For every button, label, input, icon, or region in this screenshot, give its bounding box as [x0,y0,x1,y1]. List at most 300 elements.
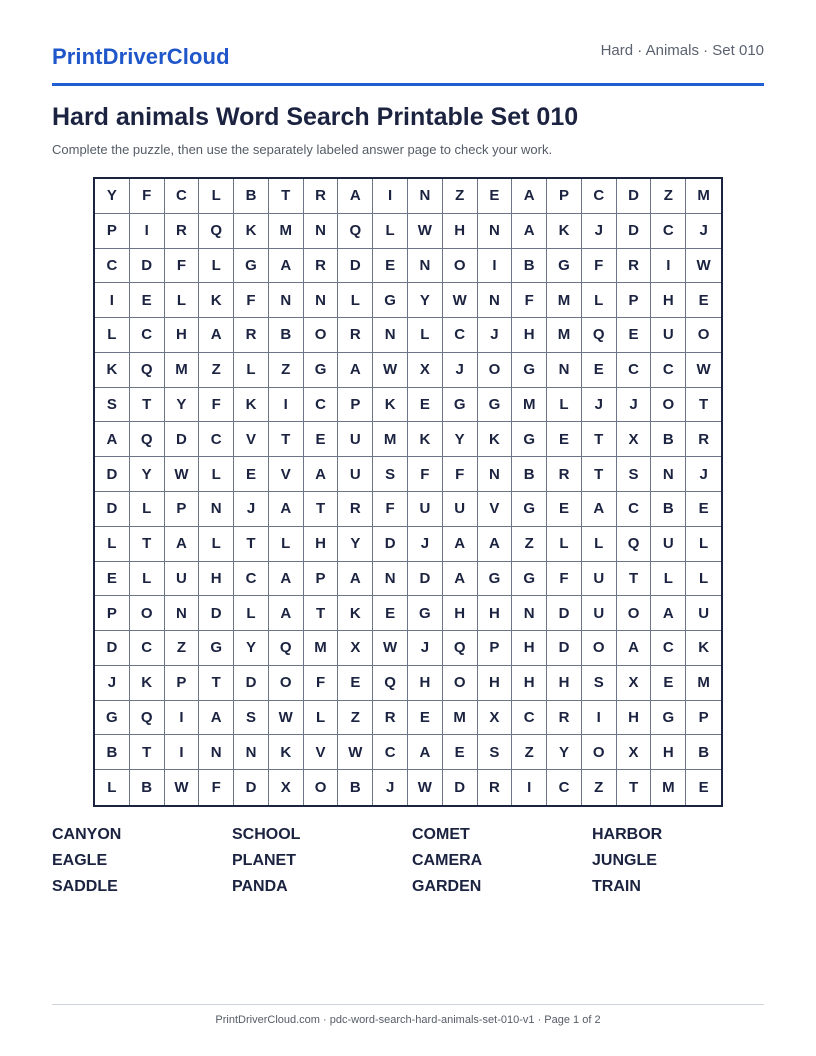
grid-cell: I [512,770,547,805]
word-list-item: SADDLE [52,878,118,895]
grid-cell: A [269,596,304,631]
grid-cell: U [443,492,478,527]
grid-cell: S [478,735,513,770]
grid-cell: E [304,422,339,457]
grid-cell: P [304,562,339,597]
grid-cell: T [269,422,304,457]
grid-cell: L [234,596,269,631]
grid-cell: N [269,283,304,318]
grid-cell: G [512,353,547,388]
grid-cell: J [443,353,478,388]
grid-cell: Z [269,353,304,388]
grid-cell: A [617,631,652,666]
grid-cell: Q [338,214,373,249]
grid-cell: I [651,249,686,284]
grid-cell: I [478,249,513,284]
grid-cell: D [373,527,408,562]
grid-cell: T [617,770,652,805]
word-list-item: EAGLE [52,852,108,869]
grid-cell: F [582,249,617,284]
grid-cell: C [651,353,686,388]
grid-cell: E [130,283,165,318]
grid-cell: C [512,701,547,736]
grid-cell: C [199,422,234,457]
grid-cell: E [478,179,513,214]
grid-cell: G [443,388,478,423]
grid-cell: E [686,492,721,527]
grid-cell: T [582,457,617,492]
grid-cell: F [234,283,269,318]
grid-cell: Q [617,527,652,562]
grid-cell: K [686,631,721,666]
grid-cell: M [547,283,582,318]
grid-cell: B [338,770,373,805]
grid-cell: J [582,214,617,249]
grid-cell: N [373,318,408,353]
grid-cell: V [304,735,339,770]
grid-cell: I [582,701,617,736]
grid-cell: S [234,701,269,736]
grid-cell: Q [269,631,304,666]
grid-cell: U [338,457,373,492]
grid-cell: K [234,388,269,423]
grid-cell: A [95,422,130,457]
grid-cell: N [304,283,339,318]
grid-cell: A [269,562,304,597]
grid-cell: Y [338,527,373,562]
grid-cell: O [443,666,478,701]
word-list-item: TRAIN [592,878,641,895]
grid-cell: H [408,666,443,701]
grid-cell: Z [651,179,686,214]
grid-cell: C [443,318,478,353]
grid-cell: H [651,283,686,318]
word-list-item: PLANET [232,852,296,869]
grid-cell: P [95,596,130,631]
grid-cell: B [651,422,686,457]
grid-cell: G [408,596,443,631]
grid-cell: W [408,770,443,805]
word-list-item: CANYON [52,826,122,843]
grid-cell: O [269,666,304,701]
grid-cell: A [338,353,373,388]
grid-cell: L [686,562,721,597]
grid-cell: X [617,422,652,457]
grid-cell: U [582,596,617,631]
grid-cell: F [408,457,443,492]
grid-cell: J [686,457,721,492]
grid-cell: H [617,701,652,736]
grid-cell: A [651,596,686,631]
grid-cell: N [651,457,686,492]
grid-cell: S [617,457,652,492]
grid-cell: E [443,735,478,770]
grid-cell: F [547,562,582,597]
grid-cell: D [338,249,373,284]
grid-cell: N [547,353,582,388]
grid-cell: M [373,422,408,457]
grid-cell: O [582,735,617,770]
grid-cell: K [269,735,304,770]
grid-cell: X [478,701,513,736]
grid-cell: C [95,249,130,284]
grid-cell: T [617,562,652,597]
grid-cell: R [373,701,408,736]
grid-cell: I [165,701,200,736]
grid-cell: A [512,214,547,249]
grid-cell: Z [199,353,234,388]
grid-cell: T [199,666,234,701]
grid-cell: O [478,353,513,388]
grid-cell: Y [443,422,478,457]
grid-cell: C [373,735,408,770]
grid-cell: G [199,631,234,666]
grid-cell: T [304,492,339,527]
grid-cell: L [130,492,165,527]
grid-cell: K [547,214,582,249]
grid-cell: L [269,527,304,562]
grid-cell: M [512,388,547,423]
grid-cell: G [373,283,408,318]
grid-cell: R [234,318,269,353]
word-list [52,825,772,903]
grid-cell: X [617,735,652,770]
grid-cell: O [686,318,721,353]
breadcrumb: Hard · Animals · Set 010 [600,42,764,59]
grid-cell: L [582,527,617,562]
grid-cell: N [478,457,513,492]
word-search-grid [93,177,723,807]
grid-cell: E [373,249,408,284]
grid-cell: L [408,318,443,353]
grid-cell: P [686,701,721,736]
grid-cell: C [651,214,686,249]
grid-cell: I [95,283,130,318]
grid-cell: G [234,249,269,284]
grid-cell: N [234,735,269,770]
grid-cell: O [651,388,686,423]
grid-cell: Z [512,527,547,562]
grid-cell: M [651,770,686,805]
grid-cell: X [269,770,304,805]
grid-cell: V [269,457,304,492]
grid-cell: P [95,214,130,249]
grid-cell: W [165,770,200,805]
grid-cell: E [408,388,443,423]
grid-cell: E [95,562,130,597]
grid-cell: W [269,701,304,736]
grid-cell: X [408,353,443,388]
grid-cell: N [199,492,234,527]
grid-cell: A [304,457,339,492]
grid-cell: D [547,596,582,631]
grid-cell: A [408,735,443,770]
grid-cell: L [373,214,408,249]
grid-cell: C [304,388,339,423]
grid-cell: W [373,631,408,666]
grid-cell: Q [443,631,478,666]
grid-cell: W [443,283,478,318]
page-title: Hard animals Word Search Printable Set 010 [52,103,579,131]
grid-cell: G [512,492,547,527]
grid-cell: F [512,283,547,318]
grid-cell: J [234,492,269,527]
grid-cell: D [234,770,269,805]
grid-cell: O [443,249,478,284]
grid-cell: F [199,770,234,805]
grid-cell: B [512,249,547,284]
grid-cell: A [338,562,373,597]
grid-cell: B [686,735,721,770]
grid-cell: A [478,527,513,562]
grid-cell: A [443,527,478,562]
grid-cell: F [443,457,478,492]
grid-cell: G [651,701,686,736]
grid-cell: H [443,214,478,249]
grid-cell: E [582,353,617,388]
grid-cell: J [617,388,652,423]
grid-cell: L [304,701,339,736]
grid-cell: D [95,492,130,527]
grid-cell: B [512,457,547,492]
grid-cell: A [269,492,304,527]
grid-cell: P [165,492,200,527]
grid-cell: E [686,283,721,318]
brand-logo[interactable]: PrintDriverCloud [52,44,230,69]
grid-cell: F [199,388,234,423]
grid-cell: G [478,562,513,597]
grid-cell: T [304,596,339,631]
grid-cell: R [478,770,513,805]
grid-cell: R [617,249,652,284]
grid-cell: Z [443,179,478,214]
grid-cell: J [582,388,617,423]
page-subtitle: Complete the puzzle, then use the separately labeled answer page to check your work. [52,142,553,157]
grid-cell: L [199,179,234,214]
grid-cell: L [547,388,582,423]
grid-cell: Q [199,214,234,249]
grid-cell: Y [547,735,582,770]
grid-cell: C [234,562,269,597]
grid-cell: E [373,596,408,631]
grid-cell: L [95,527,130,562]
grid-cell: D [547,631,582,666]
grid-cell: L [199,249,234,284]
grid-cell: H [478,596,513,631]
grid-cell: E [651,666,686,701]
grid-cell: L [234,353,269,388]
word-list-item: COMET [412,826,470,843]
grid-cell: D [95,457,130,492]
grid-cell: J [686,214,721,249]
grid-cell: I [269,388,304,423]
grid-cell: D [443,770,478,805]
word-list-item: SCHOOL [232,826,301,843]
grid-cell: H [512,666,547,701]
grid-cell: V [234,422,269,457]
grid-cell: T [686,388,721,423]
grid-cell: H [512,318,547,353]
grid-cell: G [547,249,582,284]
grid-cell: C [165,179,200,214]
grid-cell: Z [512,735,547,770]
grid-cell: J [478,318,513,353]
grid-cell: L [95,770,130,805]
grid-cell: H [547,666,582,701]
grid-cell: H [304,527,339,562]
grid-cell: G [304,353,339,388]
grid-cell: F [304,666,339,701]
grid-cell: G [512,422,547,457]
grid-cell: H [478,666,513,701]
grid-cell: C [130,318,165,353]
grid-cell: E [408,701,443,736]
grid-cell: J [408,527,443,562]
footer-divider [52,1004,764,1005]
grid-cell: M [304,631,339,666]
grid-cell: N [408,249,443,284]
grid-cell: S [582,666,617,701]
grid-cell: T [269,179,304,214]
grid-cell: R [547,457,582,492]
grid-cell: Y [165,388,200,423]
grid-cell: L [547,527,582,562]
grid-cell: P [165,666,200,701]
grid-cell: T [130,388,165,423]
word-list-item: PANDA [232,878,288,895]
grid-cell: N [478,283,513,318]
grid-cell: L [199,457,234,492]
grid-cell: X [617,666,652,701]
grid-cell: H [443,596,478,631]
grid-cell: U [165,562,200,597]
grid-cell: M [443,701,478,736]
grid-cell: Q [130,353,165,388]
grid-cell: W [338,735,373,770]
grid-cell: M [547,318,582,353]
grid-cell: N [304,214,339,249]
grid-cell: Z [338,701,373,736]
word-list-item: HARBOR [592,826,663,843]
grid-cell: S [95,388,130,423]
grid-cell: L [95,318,130,353]
grid-cell: R [165,214,200,249]
grid-cell: E [698,779,709,797]
grid-cell: J [408,631,443,666]
grid-cell: C [617,353,652,388]
grid-cell: A [165,527,200,562]
grid-cell: C [617,492,652,527]
grid-cell: T [130,735,165,770]
grid-cell: U [686,596,721,631]
grid-cell: D [408,562,443,597]
grid-cell: F [130,179,165,214]
grid-cell: L [199,527,234,562]
grid-cell: O [304,770,339,805]
grid-cell: L [165,283,200,318]
grid-cell: P [338,388,373,423]
grid-cell: K [373,388,408,423]
grid-cell: F [165,249,200,284]
grid-cell: H [199,562,234,597]
grid-cell: X [338,631,373,666]
grid-cell: G [95,701,130,736]
grid-cell: B [130,770,165,805]
grid-cell: U [408,492,443,527]
grid-cell: J [95,666,130,701]
grid-cell: E [547,422,582,457]
grid-cell: K [199,283,234,318]
grid-cell: Y [408,283,443,318]
grid-cell: D [199,596,234,631]
grid-cell: N [199,735,234,770]
grid-cell: R [338,318,373,353]
grid-cell: F [373,492,408,527]
grid-cell: A [199,701,234,736]
grid-cell: K [478,422,513,457]
grid-cell: E [234,457,269,492]
grid-cell: W [408,214,443,249]
grid-cell: A [269,249,304,284]
word-list-item: CAMERA [412,852,483,869]
grid-cell: N [165,596,200,631]
grid-cell: O [617,596,652,631]
grid-cell: Y [95,179,130,214]
grid-cell: V [478,492,513,527]
grid-cell: C [547,770,582,805]
grid-cell: D [234,666,269,701]
grid-cell: W [686,249,721,284]
grid-cell: C [582,179,617,214]
grid-cell: U [582,562,617,597]
grid-cell: L [130,562,165,597]
grid-cell: P [617,283,652,318]
grid-cell: A [199,318,234,353]
grid-cell: B [651,492,686,527]
grid-cell: R [686,422,721,457]
grid-cell: G [512,562,547,597]
grid-cell: L [686,527,721,562]
grid-cell: Q [373,666,408,701]
grid-cell: I [373,179,408,214]
grid-cell: W [686,353,721,388]
grid-cell: Q [130,701,165,736]
grid-cell: K [234,214,269,249]
grid-cell: R [338,492,373,527]
grid-cell: N [478,214,513,249]
grid-cell: T [130,527,165,562]
grid-cell: R [547,701,582,736]
grid-cell: K [408,422,443,457]
grid-cell: T [234,527,269,562]
grid-cell: U [338,422,373,457]
grid-cell: O [130,596,165,631]
grid-cell: R [304,179,339,214]
grid-cell: O [582,631,617,666]
grid-cell: A [512,179,547,214]
grid-cell: Z [165,631,200,666]
grid-cell: D [617,179,652,214]
grid-cell: Q [130,422,165,457]
grid-cell: P [547,179,582,214]
grid-cell: L [582,283,617,318]
grid-cell: I [130,214,165,249]
grid-cell: T [582,422,617,457]
grid-cell: Z [582,770,617,805]
grid-cell: M [165,353,200,388]
grid-cell: L [651,562,686,597]
grid-cell: C [130,631,165,666]
